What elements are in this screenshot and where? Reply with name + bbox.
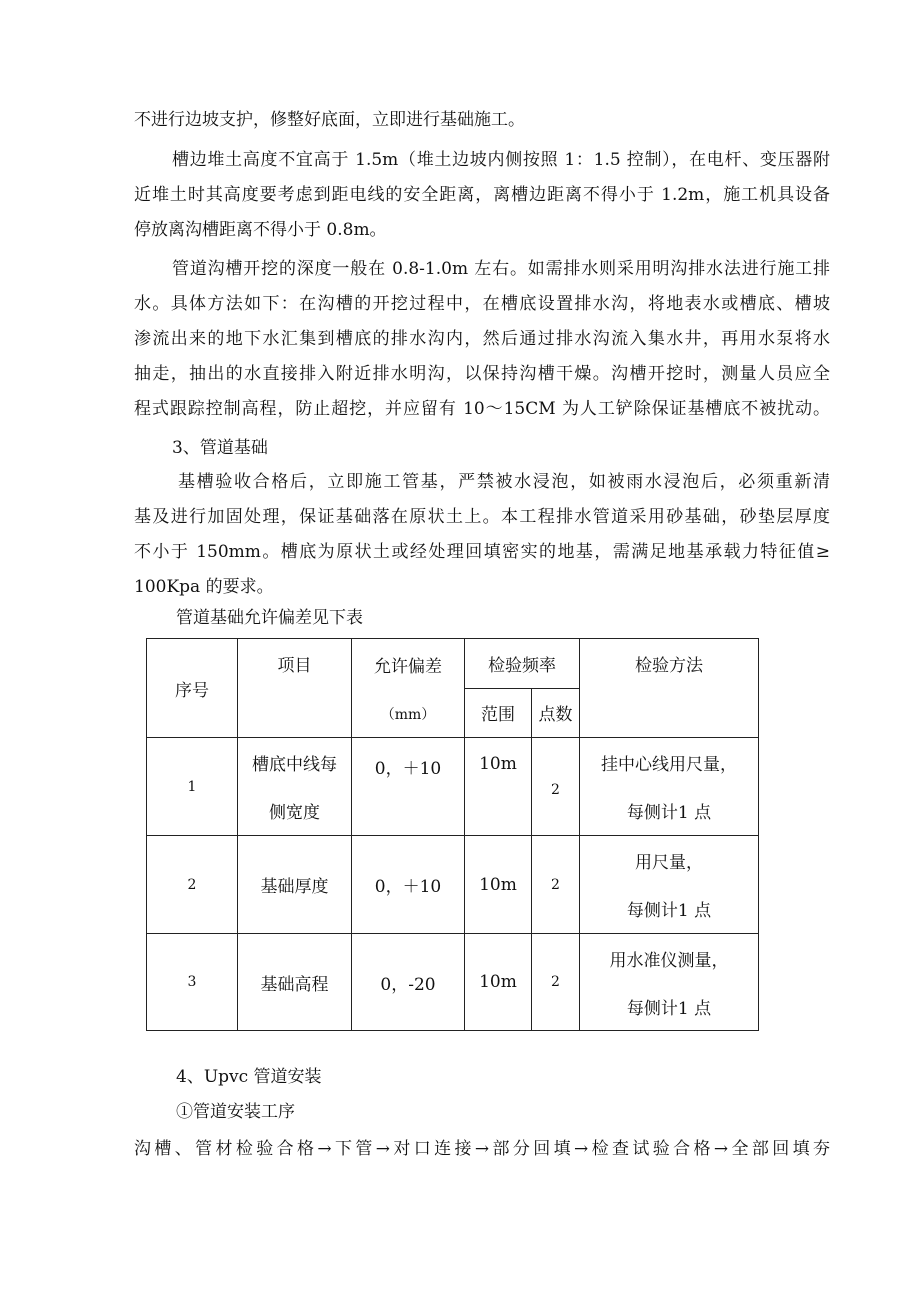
table-row [147, 836, 759, 934]
cell-range: 10m [465, 738, 532, 836]
paragraph-line: 槽边堆土高度不宜高于 1.5m（堆土边坡内侧按照 1：1.5 控制），在电杆、变压器附 [172, 150, 830, 170]
table-row [147, 934, 759, 1031]
cell-method-line1: 用水准仪测量， [609, 950, 729, 971]
paragraph-line: 不小于 150mm。槽底为原状土或经处理回填密实的地基，需满足地基承载力特征值≥ [134, 542, 830, 562]
cell-method-line1: 挂中心线用尺量， [601, 754, 737, 775]
paragraph-line: 程式跟踪控制高程，防止超挖，并应留有 10～15CM 为人工铲除保证基槽底不被扰动。 [134, 399, 830, 419]
header-range: 范围 [465, 688, 532, 738]
paragraph-line: 100Kpa 的要求。 [134, 577, 274, 597]
header-tolerance-unit: （mm） [380, 706, 436, 723]
cell-item-line2: 侧宽度 [269, 803, 320, 824]
section-heading-4: 4、Upvc 管道安装 [176, 1067, 322, 1087]
cell-points: 2 [532, 836, 580, 934]
paragraph-line: 沟槽、管材检验合格→下管→对口连接→部分回填→检查试验合格→全部回填夯 [134, 1139, 830, 1159]
header-item: 项目 [238, 639, 352, 738]
cell-item [238, 738, 352, 836]
cell-item: 基础高程 [238, 934, 352, 1031]
table-row [147, 738, 759, 836]
tolerance-table [146, 638, 759, 1031]
subsection-heading: ①管道安装工序 [176, 1102, 295, 1122]
cell-method-line2: 每侧计1 点 [626, 901, 712, 922]
paragraph-line: 停放离沟槽距离不得小于 0.8m。 [134, 220, 387, 240]
cell-points: 2 [532, 738, 580, 836]
header-frequency: 检验频率 [465, 639, 580, 689]
cell-range: 10m [465, 836, 532, 934]
cell-points: 2 [532, 934, 580, 1031]
paragraph-line: 基及进行加固处理，保证基础落在原状土上。本工程排水管道采用砂基础，砂垫层厚度 [134, 507, 830, 527]
paragraph-line: 不进行边坡支护，修整好底面，立即进行基础施工。 [134, 110, 525, 130]
cell-range: 10m [465, 934, 532, 1031]
cell-method [580, 934, 759, 1031]
paragraph-line: 管道沟槽开挖的深度一般在 0.8-1.0m 左右。如需排水则采用明沟排水法进行施工排 [172, 259, 830, 279]
cell-item-line1: 槽底中线每 [252, 754, 337, 775]
header-method: 检验方法 [580, 639, 759, 738]
paragraph-line: 抽走，抽出的水直接排入附近排水明沟，以保持沟槽干燥。沟槽开挖时，测量人员应全 [134, 364, 830, 384]
paragraph-line: 渗流出来的地下水汇集到槽底的排水沟内，然后通过排水沟流入集水井，再用水泵将水 [134, 329, 830, 349]
header-tolerance-label: 允许偏差 [374, 657, 442, 678]
cell-item: 基础厚度 [238, 836, 352, 934]
cell-method [580, 836, 759, 934]
header-seq: 序号 [147, 639, 238, 738]
cell-method-line2: 每侧计1 点 [626, 803, 712, 824]
cell-seq: 3 [147, 934, 238, 1031]
paragraph-line: 水。具体方法如下：在沟槽的开挖过程中，在槽底设置排水沟，将地表水或槽底、槽坡 [134, 294, 830, 314]
paragraph-line: 基槽验收合格后，立即施工管基，严禁被水浸泡，如被雨水浸泡后，必须重新清 [178, 472, 830, 492]
section-heading-3: 3、管道基础 [172, 438, 268, 458]
cell-seq: 1 [147, 738, 238, 836]
header-tolerance [352, 639, 465, 738]
cell-tolerance: 0，-20 [352, 934, 465, 1031]
cell-tolerance: 0，＋10 [352, 836, 465, 934]
cell-method-line2: 每侧计1 点 [626, 998, 712, 1019]
header-points: 点数 [532, 688, 580, 738]
table-caption: 管道基础允许偏差见下表 [176, 608, 363, 628]
cell-seq: 2 [147, 836, 238, 934]
cell-method-line1: 用尺量， [635, 852, 703, 873]
cell-method [580, 738, 759, 836]
paragraph-line: 近堆土时其高度要考虑到距电线的安全距离，离槽边距离不得小于 1.2m，施工机具设备 [134, 185, 830, 205]
cell-tolerance: 0，＋10 [352, 738, 465, 836]
